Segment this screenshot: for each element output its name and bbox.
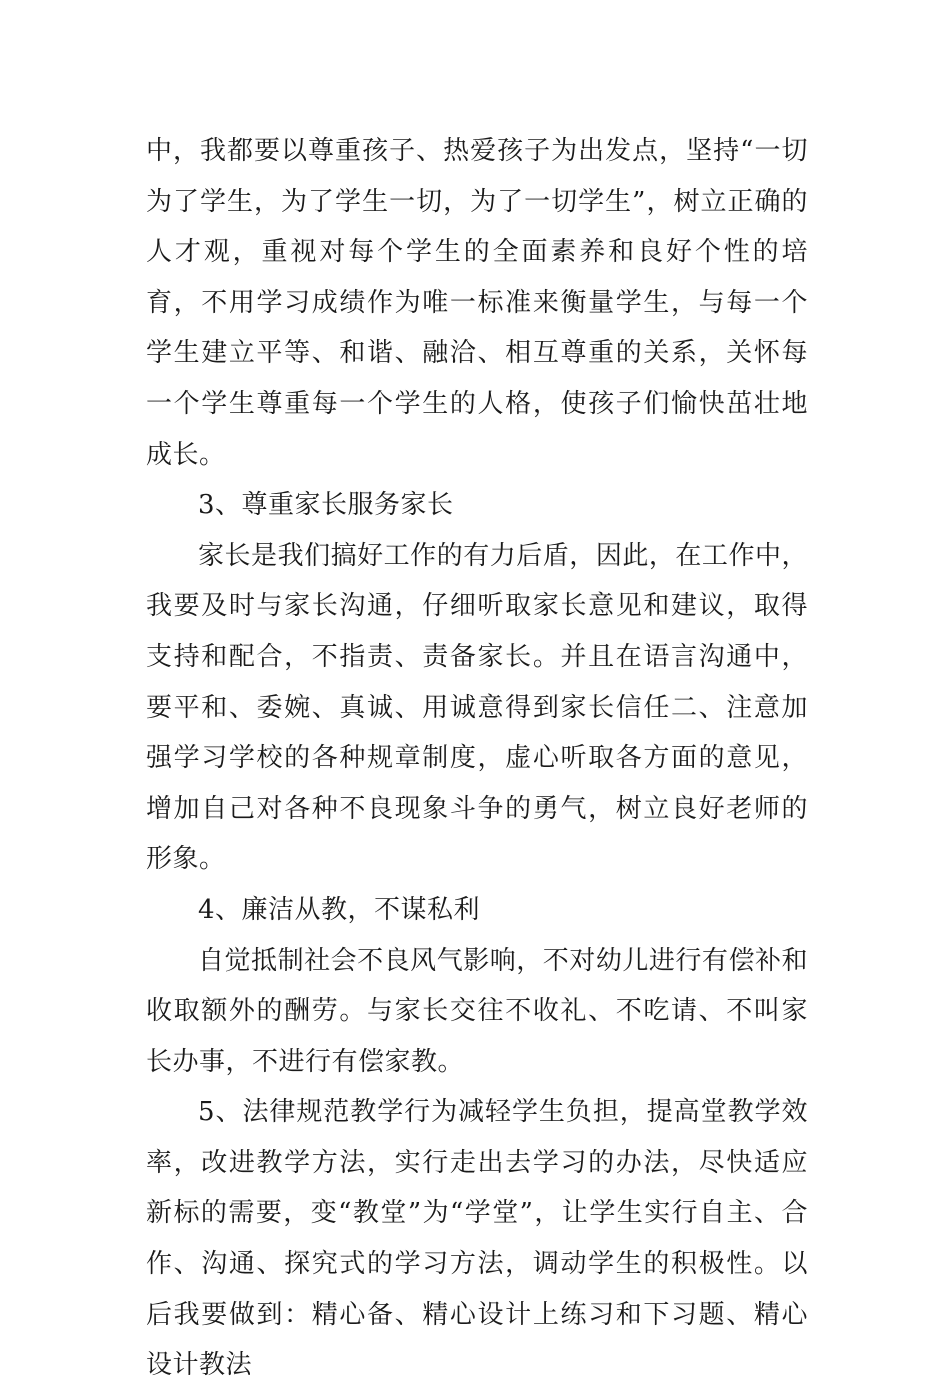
section-heading-respect-parents: 3、尊重家长服务家长 — [198, 490, 454, 521]
paragraph-integrity: 自觉抵制社会不良风气影响，不对幼儿进行有偿补和收取额外的酬劳。与家长交往不收礼、不吃请、不叫家长办事，不进行有偿家教。 — [146, 945, 808, 1077]
section-heading-integrity: 4、廉洁从教，不谋私利 — [198, 894, 481, 925]
paragraph-parents: 家长是我们搞好工作的有力后盾，因此，在工作中，我要及时与家长沟通，仔细听取家长意见和建议，取得支持和配合，不指责、责备家长。并且在语言沟通中，要平和、委婉、真诚、用诚意得到家长信任二、注意加强学习学校的各种规章制度，虚心听取各方面的意见，增加自己对各种不良现象斗争的勇气，树立良好老师的形象。 — [146, 540, 808, 875]
paragraph-continued: 中，我都要以尊重孩子、热爱孩子为出发点，坚持“一切为了学生，为了学生一切，为了一切学生”，树立正确的人才观，重视对每个学生的全面素养和良好个性的培育，不用学习成绩作为唯一标准来衡量学生，与每一个学生建立平等、和谐、融洽、相互尊重的关系，关怀每一个学生尊重每一个学生的人格，使孩子们愉快茁壮地成长。 — [146, 136, 808, 470]
paragraph-teaching-conduct: 5、法律规范教学行为减轻学生负担，提高堂教学效率，改进教学方法，实行走出去学习的办法，尽快适应新标的需要，变“教堂”为“学堂”，让学生实行自主、合作、沟通、探究式的学习方法，调动学生的积极性。以后我要做到：精心备、精心设计上练习和下习题、精心设计教法 — [146, 1097, 808, 1381]
document-body — [146, 126, 808, 1391]
